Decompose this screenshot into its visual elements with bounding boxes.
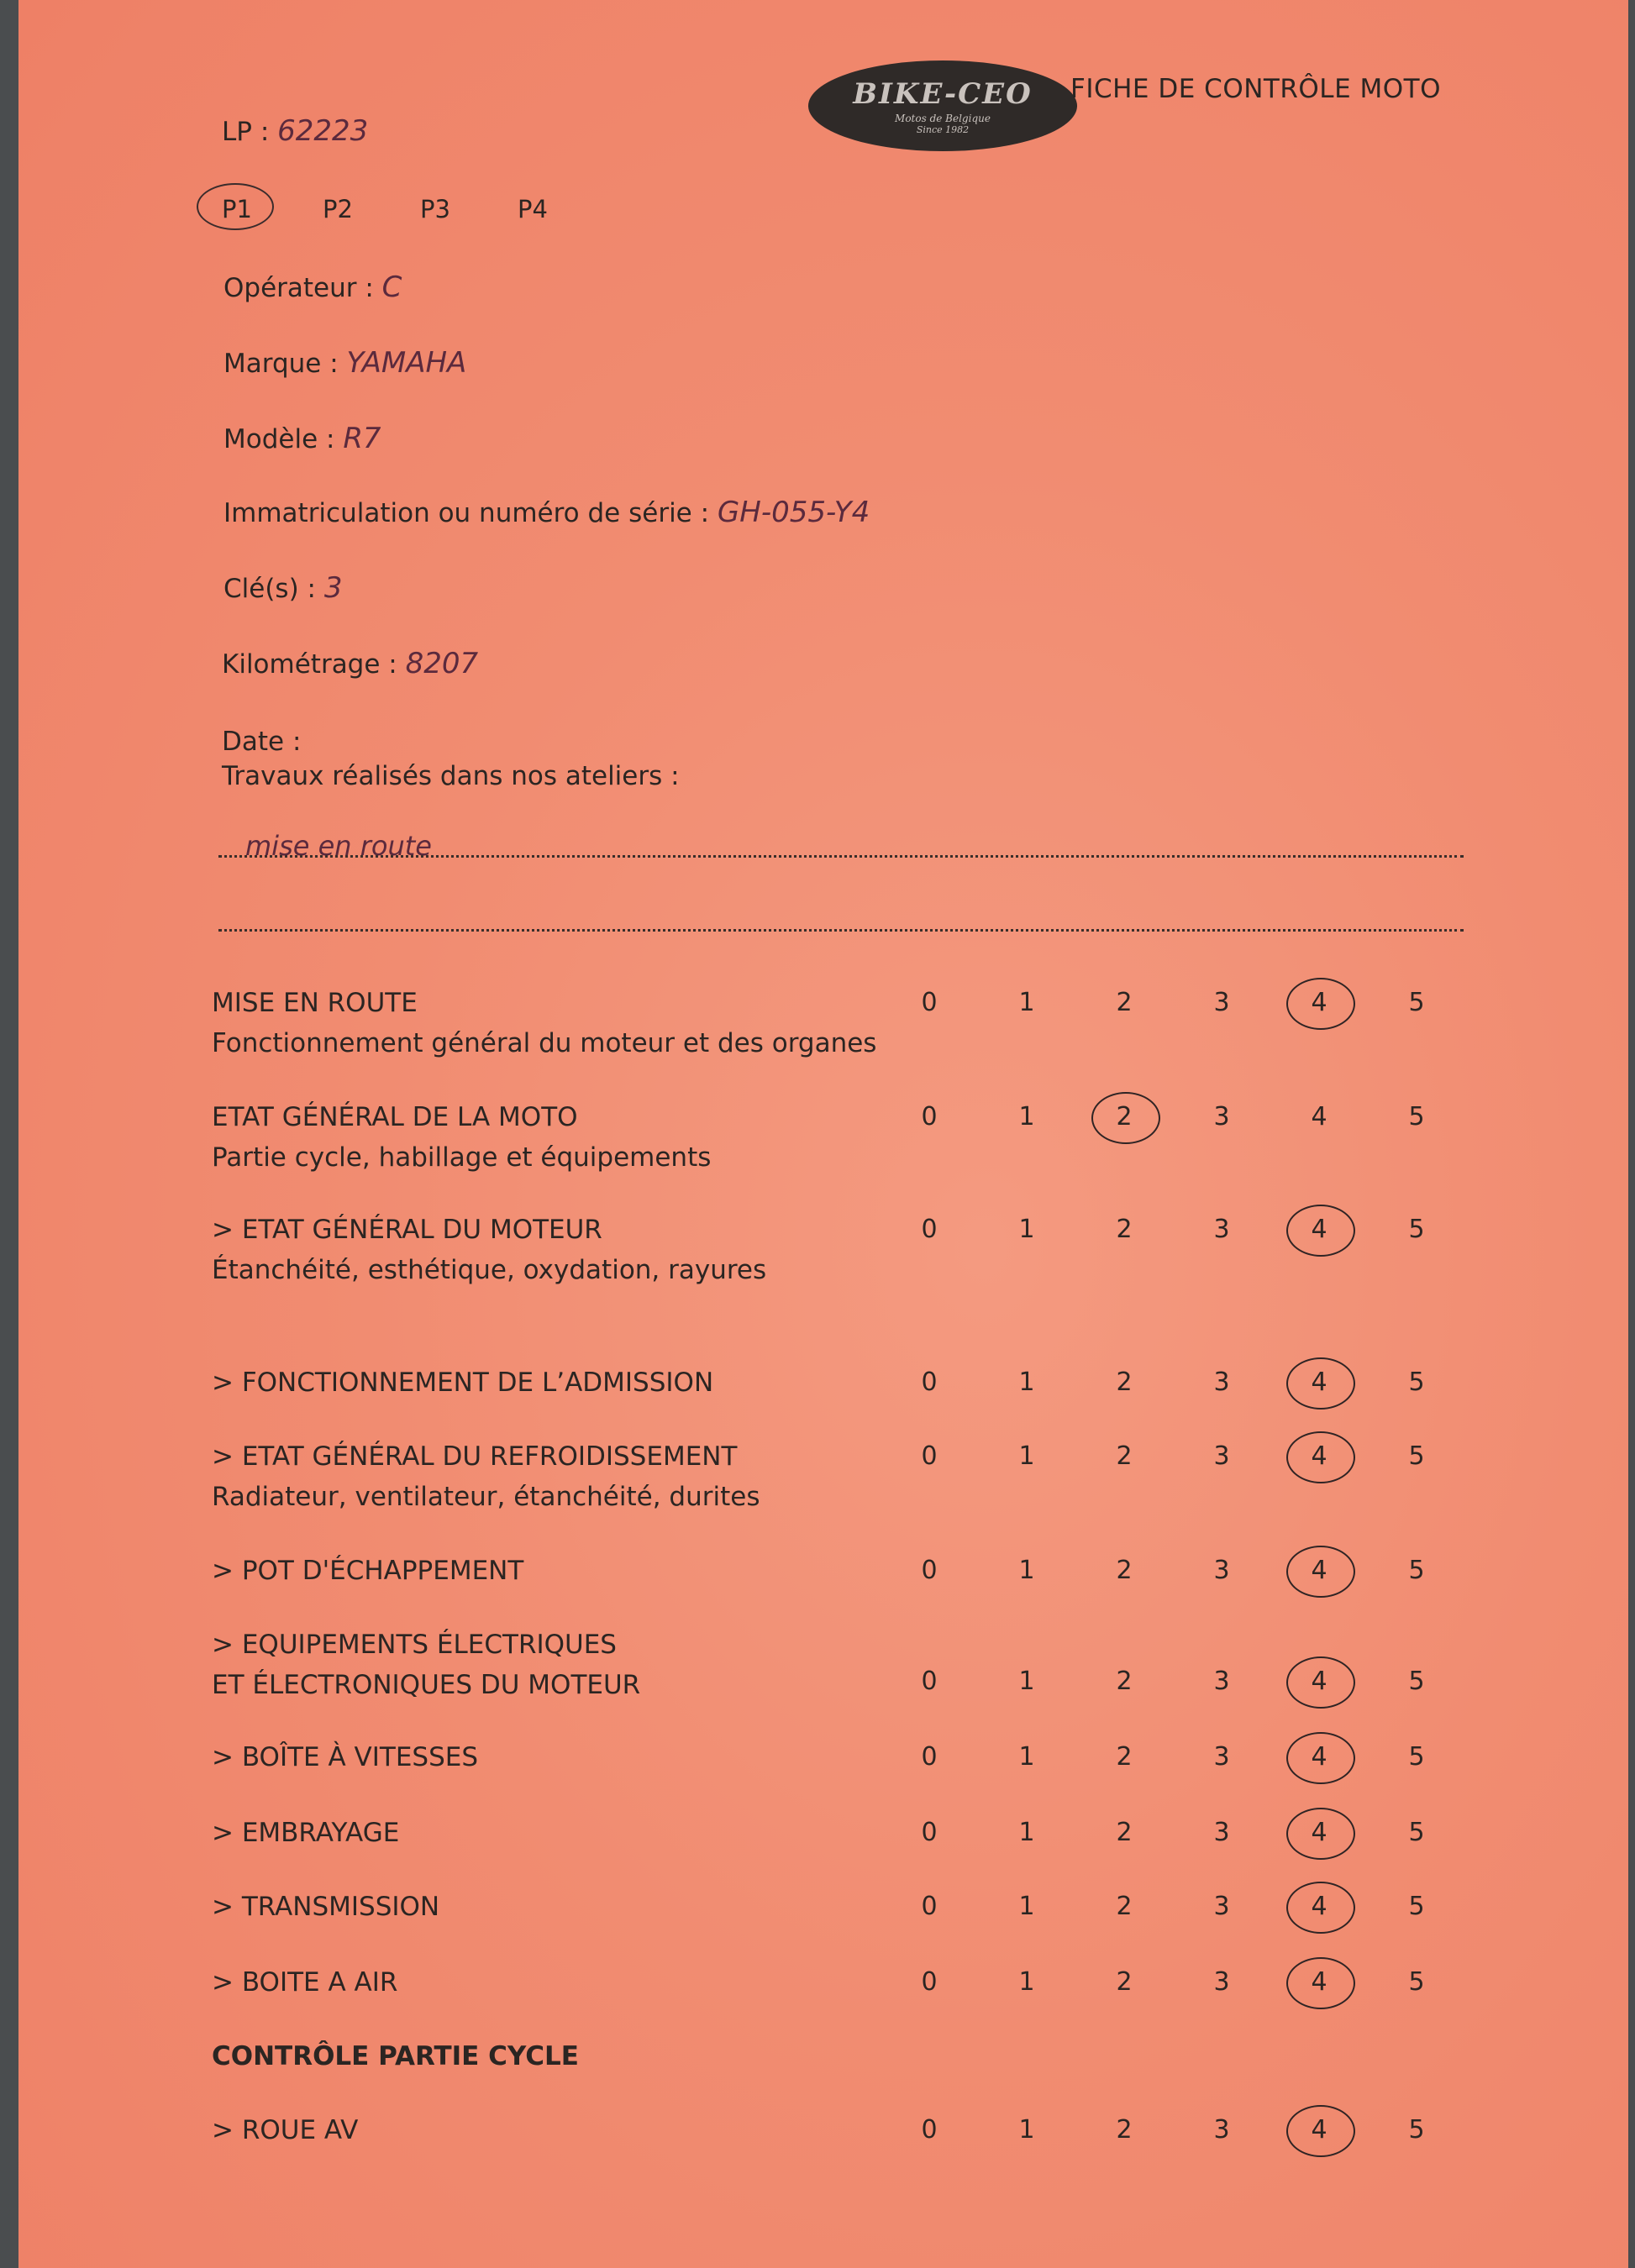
score-option-1[interactable]: 1 <box>1018 1742 1035 1772</box>
score-option-3[interactable]: 3 <box>1213 1556 1230 1585</box>
cles-field <box>223 571 342 605</box>
score-option-5[interactable]: 5 <box>1408 1818 1425 1847</box>
score-option-2[interactable]: 2 <box>1116 1215 1133 1244</box>
score-option-5[interactable]: 5 <box>1408 1441 1425 1471</box>
score-option-4[interactable]: 4 <box>1311 2115 1327 2145</box>
row-title: > ROUE AV <box>212 2115 359 2145</box>
selected-score-circle <box>1286 1431 1355 1483</box>
row-title: > TRANSMISSION <box>212 1892 440 1922</box>
date-field <box>222 724 301 758</box>
logo-subtitle: Motos de Belgique <box>895 112 991 124</box>
score-option-0[interactable]: 0 <box>921 1215 938 1244</box>
score-option-0[interactable]: 0 <box>921 1892 938 1921</box>
score-option-4[interactable]: 4 <box>1311 1892 1327 1921</box>
selected-score-circle <box>1286 1656 1355 1709</box>
operateur-value: C <box>381 270 402 304</box>
control-row-label <box>212 1215 766 1285</box>
row-subtitle: Fonctionnement général du moteur et des organes <box>212 1028 877 1058</box>
marque-value: YAMAHA <box>346 346 467 380</box>
score-option-0[interactable]: 0 <box>921 1742 938 1772</box>
score-option-0[interactable]: 0 <box>921 1102 938 1131</box>
p-option-p4[interactable]: P4 <box>518 195 548 223</box>
score-option-5[interactable]: 5 <box>1408 988 1425 1017</box>
score-option-5[interactable]: 5 <box>1408 1742 1425 1772</box>
score-option-1[interactable]: 1 <box>1018 1102 1035 1131</box>
score-option-1[interactable]: 1 <box>1018 1818 1035 1847</box>
score-option-4[interactable]: 4 <box>1311 1967 1327 1997</box>
company-logo <box>808 60 1077 151</box>
row-title: MISE EN ROUTE <box>212 988 418 1018</box>
travaux-line-1 <box>218 855 1464 858</box>
form-sheet <box>18 0 1628 2268</box>
selected-score-circle <box>1286 978 1355 1030</box>
score-option-3[interactable]: 3 <box>1213 988 1230 1017</box>
score-option-3[interactable]: 3 <box>1213 1742 1230 1772</box>
selected-score-circle <box>1286 1732 1355 1784</box>
travaux-label: Travaux réalisés dans nos ateliers : <box>222 761 680 791</box>
score-option-1[interactable]: 1 <box>1018 988 1035 1017</box>
logo-brand: BIKE-CEO <box>853 76 1033 111</box>
control-row-label <box>212 1967 397 1998</box>
score-option-1[interactable]: 1 <box>1018 1368 1035 1397</box>
selected-score-circle <box>1286 1957 1355 2009</box>
p-option-p1[interactable]: P1 <box>222 195 252 223</box>
selected-score-circle <box>1286 1205 1355 1257</box>
score-option-3[interactable]: 3 <box>1213 1967 1230 1997</box>
control-row-label <box>212 1742 478 1772</box>
score-option-5[interactable]: 5 <box>1408 1667 1425 1696</box>
score-option-1[interactable]: 1 <box>1018 1556 1035 1585</box>
selected-score-circle <box>1286 1546 1355 1598</box>
score-option-4[interactable]: 4 <box>1311 1742 1327 1772</box>
selected-score-circle <box>1286 1882 1355 1934</box>
row-title: > FONCTIONNEMENT DE L’ADMISSION <box>212 1368 714 1398</box>
score-option-5[interactable]: 5 <box>1408 1967 1425 1997</box>
p-option-p2[interactable]: P2 <box>323 195 353 223</box>
score-option-2[interactable]: 2 <box>1116 1368 1133 1397</box>
score-option-3[interactable]: 3 <box>1213 1368 1230 1397</box>
row-title: > ETAT GÉNÉRAL DU MOTEUR <box>212 1215 602 1245</box>
score-option-4[interactable]: 4 <box>1311 1441 1327 1471</box>
score-option-4[interactable]: 4 <box>1311 1818 1327 1847</box>
score-option-1[interactable]: 1 <box>1018 1667 1035 1696</box>
selected-score-circle <box>1091 1092 1160 1144</box>
score-option-2[interactable]: 2 <box>1116 1742 1133 1772</box>
score-option-3[interactable]: 3 <box>1213 1818 1230 1847</box>
score-option-4[interactable]: 4 <box>1311 1556 1327 1585</box>
score-option-5[interactable]: 5 <box>1408 1556 1425 1585</box>
lp-label: LP : <box>222 117 270 147</box>
row-subtitle: Partie cycle, habillage et équipements <box>212 1142 712 1173</box>
row-title: CONTRÔLE PARTIE CYCLE <box>212 2041 579 2071</box>
control-row-label <box>212 1441 760 1512</box>
score-option-2[interactable]: 2 <box>1116 1892 1133 1921</box>
control-row-label <box>212 1556 523 1586</box>
score-option-2[interactable]: 2 <box>1116 988 1133 1017</box>
row-title: ETAT GÉNÉRAL DE LA MOTO <box>212 1102 578 1132</box>
score-option-0[interactable]: 0 <box>921 1441 938 1471</box>
marque-label: Marque : <box>223 349 339 379</box>
score-option-0[interactable]: 0 <box>921 1368 938 1397</box>
row-title: > EMBRAYAGE <box>212 1818 400 1848</box>
score-option-3[interactable]: 3 <box>1213 1215 1230 1244</box>
lp-value: 62223 <box>277 114 369 148</box>
score-option-4[interactable]: 4 <box>1311 1667 1327 1696</box>
score-option-1[interactable]: 1 <box>1018 1441 1035 1471</box>
control-row-label <box>212 1892 439 1922</box>
cles-value: 3 <box>323 571 343 605</box>
selected-score-circle <box>1286 1808 1355 1860</box>
modele-field <box>223 422 381 455</box>
score-option-0[interactable]: 0 <box>921 1556 938 1585</box>
score-option-0[interactable]: 0 <box>921 2115 938 2145</box>
row-subtitle: Étanchéité, esthétique, oxydation, rayures <box>212 1255 767 1285</box>
row-title: > EQUIPEMENTS ÉLECTRIQUES <box>212 1630 617 1660</box>
score-option-3[interactable]: 3 <box>1213 1102 1230 1131</box>
operateur-label: Opérateur : <box>223 273 374 303</box>
cles-label: Clé(s) : <box>223 574 316 604</box>
control-row-label <box>212 2115 358 2145</box>
row-title: > POT D'ÉCHAPPEMENT <box>212 1556 524 1586</box>
score-option-5[interactable]: 5 <box>1408 1892 1425 1921</box>
lp-field <box>222 114 368 148</box>
operateur-field <box>223 270 402 304</box>
score-option-3[interactable]: 3 <box>1213 1892 1230 1921</box>
row-title: > BOÎTE À VITESSES <box>212 1742 479 1772</box>
selected-score-circle <box>1286 1357 1355 1410</box>
score-option-2[interactable]: 2 <box>1116 1818 1133 1847</box>
control-row-label <box>212 988 876 1058</box>
row-title: > BOITE A AIR <box>212 1967 398 1998</box>
score-option-4[interactable]: 4 <box>1311 1215 1327 1244</box>
travaux-line-2 <box>218 929 1464 932</box>
control-row-label <box>212 1818 399 1848</box>
control-row-label <box>212 1630 640 1700</box>
immat-field <box>223 496 870 529</box>
score-option-4[interactable]: 4 <box>1311 988 1327 1017</box>
selected-score-circle <box>1286 2105 1355 2157</box>
score-option-0[interactable]: 0 <box>921 988 938 1017</box>
travaux-value: mise en route <box>245 830 432 862</box>
immat-value: GH-055-Y4 <box>717 496 870 529</box>
score-option-5[interactable]: 5 <box>1408 1102 1425 1131</box>
score-option-1[interactable]: 1 <box>1018 2115 1035 2145</box>
score-option-2[interactable]: 2 <box>1116 2115 1133 2145</box>
date-label: Date : <box>222 727 302 757</box>
page-title: FICHE DE CONTRÔLE MOTO <box>1070 74 1441 104</box>
control-row-label <box>212 1368 713 1398</box>
marque-field <box>223 346 466 380</box>
control-row-label <box>212 1102 711 1173</box>
score-option-2[interactable]: 2 <box>1116 1102 1133 1131</box>
logo-since: Since 1982 <box>916 123 970 135</box>
score-option-1[interactable]: 1 <box>1018 1215 1035 1244</box>
score-option-1[interactable]: 1 <box>1018 1892 1035 1921</box>
score-option-4[interactable]: 4 <box>1311 1102 1327 1131</box>
p-option-p3[interactable]: P3 <box>420 195 450 223</box>
score-option-2[interactable]: 2 <box>1116 1556 1133 1585</box>
score-option-3[interactable]: 3 <box>1213 2115 1230 2145</box>
score-option-1[interactable]: 1 <box>1018 1967 1035 1997</box>
section-heading <box>212 2041 579 2071</box>
km-value: 8207 <box>405 647 479 680</box>
row-title: > ETAT GÉNÉRAL DU REFROIDISSEMENT <box>212 1441 738 1472</box>
score-option-5[interactable]: 5 <box>1408 1215 1425 1244</box>
score-option-3[interactable]: 3 <box>1213 1441 1230 1471</box>
modele-label: Modèle : <box>223 424 335 454</box>
score-option-2[interactable]: 2 <box>1116 1441 1133 1471</box>
score-option-0[interactable]: 0 <box>921 1818 938 1847</box>
modele-value: R7 <box>343 422 381 455</box>
score-option-2[interactable]: 2 <box>1116 1667 1133 1696</box>
score-option-5[interactable]: 5 <box>1408 1368 1425 1397</box>
row-subtitle: ET ÉLECTRONIQUES DU MOTEUR <box>212 1670 641 1700</box>
score-option-3[interactable]: 3 <box>1213 1667 1230 1696</box>
km-label: Kilométrage : <box>222 649 397 680</box>
score-option-0[interactable]: 0 <box>921 1667 938 1696</box>
score-option-2[interactable]: 2 <box>1116 1967 1133 1997</box>
score-option-0[interactable]: 0 <box>921 1967 938 1997</box>
row-subtitle: Radiateur, ventilateur, étanchéité, durites <box>212 1482 760 1512</box>
score-option-5[interactable]: 5 <box>1408 2115 1425 2145</box>
score-option-4[interactable]: 4 <box>1311 1368 1327 1397</box>
km-field <box>222 647 478 680</box>
immat-label: Immatriculation ou numéro de série : <box>223 498 710 528</box>
